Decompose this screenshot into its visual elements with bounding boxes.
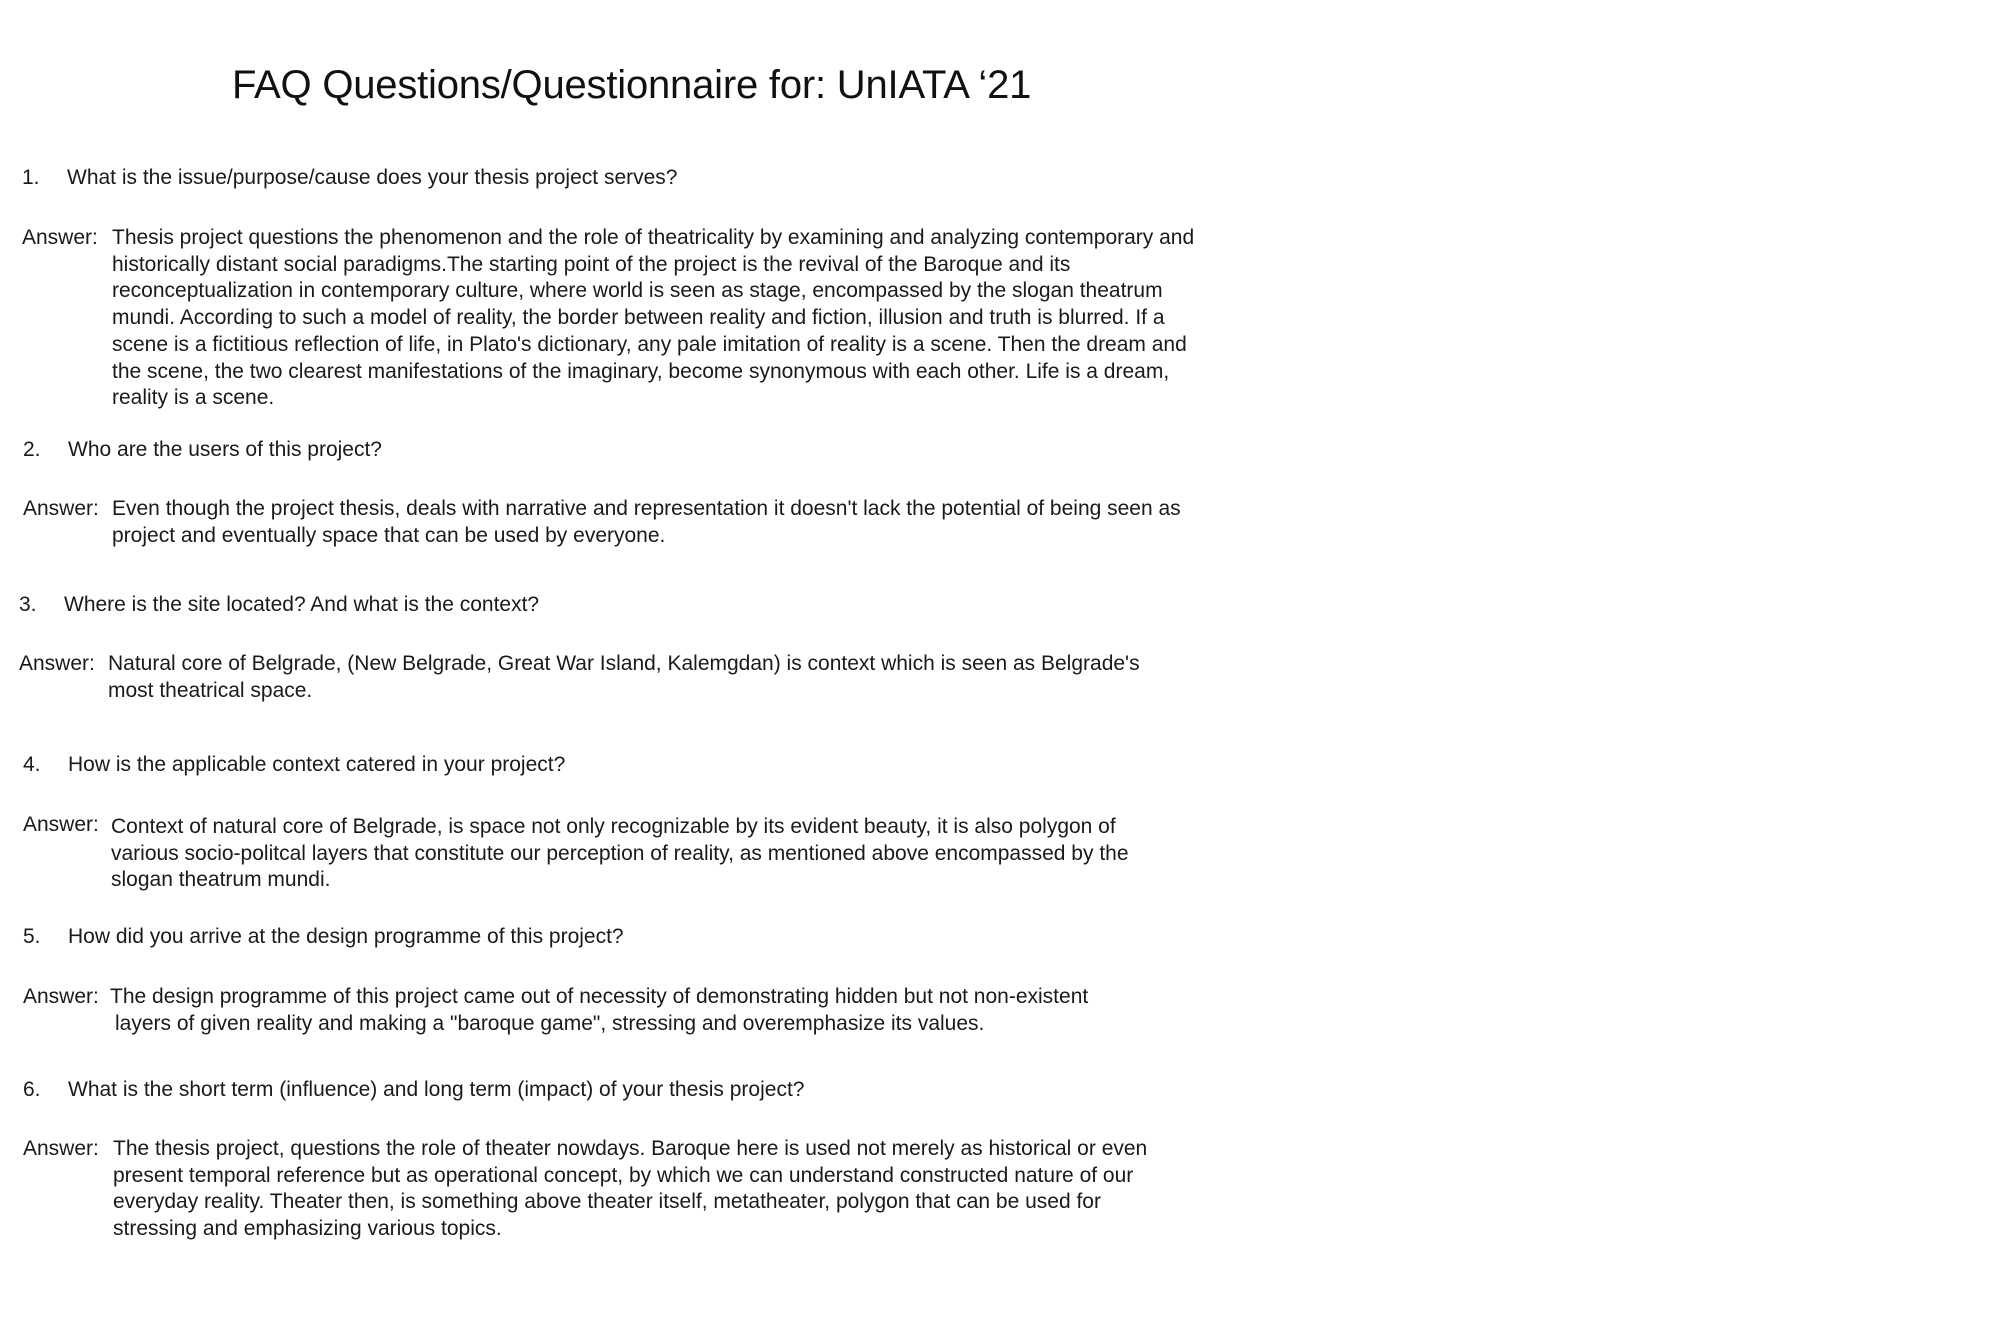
- answer-label: Answer:: [23, 813, 99, 836]
- answer-line: Even though the project thesis, deals with narrative and representation it doesn't lack the potential of being seen as: [112, 497, 1181, 520]
- question-number: 2.: [23, 438, 41, 461]
- answer-line: various socio-politcal layers that constitute our perception of reality, as mentioned above encompassed by the: [111, 841, 1129, 865]
- question-3: [19, 591, 539, 618]
- answer-line: layers of given reality and making a "baroque game", stressing and overemphasize its values.: [115, 1011, 985, 1035]
- answer-label: Answer:: [23, 985, 99, 1008]
- answer-line: everyday reality. Theater then, is something above theater itself, metatheater, polygon that can be used for: [113, 1190, 1101, 1214]
- question-text: What is the issue/purpose/cause does your thesis project serves?: [67, 166, 678, 189]
- question-number: 3.: [19, 593, 37, 616]
- answer-2: [23, 496, 1243, 552]
- question-text: Where is the site located? And what is the context?: [64, 593, 540, 616]
- answer-line: present temporal reference but as operational concept, by which we can understand constructed nature of our: [113, 1163, 1134, 1187]
- question-4: [23, 751, 565, 778]
- answer-line: The design programme of this project came out of necessity of demonstrating hidden but not non-existent: [110, 985, 1089, 1008]
- answer-line: historically distant social paradigms.The starting point of the project is the revival of the Baroque and its: [112, 252, 1071, 276]
- question-number: 5.: [23, 925, 41, 948]
- answer-line: the scene, the two clearest manifestations of the imaginary, become synonymous with each other. Life is a dream,: [112, 359, 1170, 383]
- question-text: Who are the users of this project?: [68, 438, 382, 461]
- answer-5: [23, 984, 1243, 1040]
- answer-6: [23, 1136, 1243, 1246]
- question-5: [23, 923, 624, 950]
- answer-line: Context of natural core of Belgrade, is space not only recognizable by its evident beauty, it is also polygon of: [111, 815, 1116, 838]
- answer-label: Answer:: [23, 1137, 99, 1160]
- question-number: 1.: [22, 166, 40, 189]
- answer-line: most theatrical space.: [108, 678, 313, 702]
- answer-line: slogan theatrum mundi.: [111, 868, 331, 892]
- answer-line: stressing and emphasizing various topics.: [113, 1217, 502, 1241]
- question-text: How is the applicable context catered in your project?: [68, 753, 566, 776]
- question-text: How did you arrive at the design programme of this project?: [68, 925, 624, 948]
- answer-label: Answer:: [22, 226, 98, 249]
- question-number: 4.: [23, 753, 41, 776]
- answer-3: [19, 651, 1239, 707]
- question-6: [23, 1076, 804, 1103]
- answer-line: Natural core of Belgrade, (New Belgrade, Great War Island, Kalemgdan) is context which is seen as Belgrade's: [108, 652, 1140, 675]
- answer-line: reality is a scene.: [112, 386, 275, 410]
- answer-4: [23, 812, 1243, 896]
- question-2: [23, 436, 382, 463]
- answer-label: Answer:: [23, 497, 99, 520]
- answer-line: Thesis project questions the phenomenon and the role of theatricality by examining and analyzing contemporary and: [112, 226, 1195, 249]
- answer-line: scene is a fictitious reflection of life, in Plato's dictionary, any pale imitation of reality is a scene. Then the dream and: [112, 332, 1187, 356]
- answer-label: Answer:: [19, 652, 95, 675]
- answer-line: mundi. According to such a model of reality, the border between reality and fiction, illusion and truth is blurred. If a: [112, 306, 1165, 330]
- answer-line: The thesis project, questions the role of theater nowdays. Baroque here is used not merely as historical or even: [113, 1137, 1148, 1160]
- answer-1: [22, 225, 1242, 415]
- question-number: 6.: [23, 1078, 41, 1101]
- question-text: What is the short term (influence) and long term (impact) of your thesis project?: [68, 1078, 805, 1101]
- question-1: [22, 164, 677, 191]
- page-title: FAQ Questions/Questionnaire for: UnIATA ‘21: [232, 62, 1032, 107]
- answer-line: reconceptualization in contemporary culture, where world is seen as stage, encompassed by the slogan theatrum: [112, 279, 1163, 303]
- answer-line: project and eventually space that can be used by everyone.: [112, 523, 666, 547]
